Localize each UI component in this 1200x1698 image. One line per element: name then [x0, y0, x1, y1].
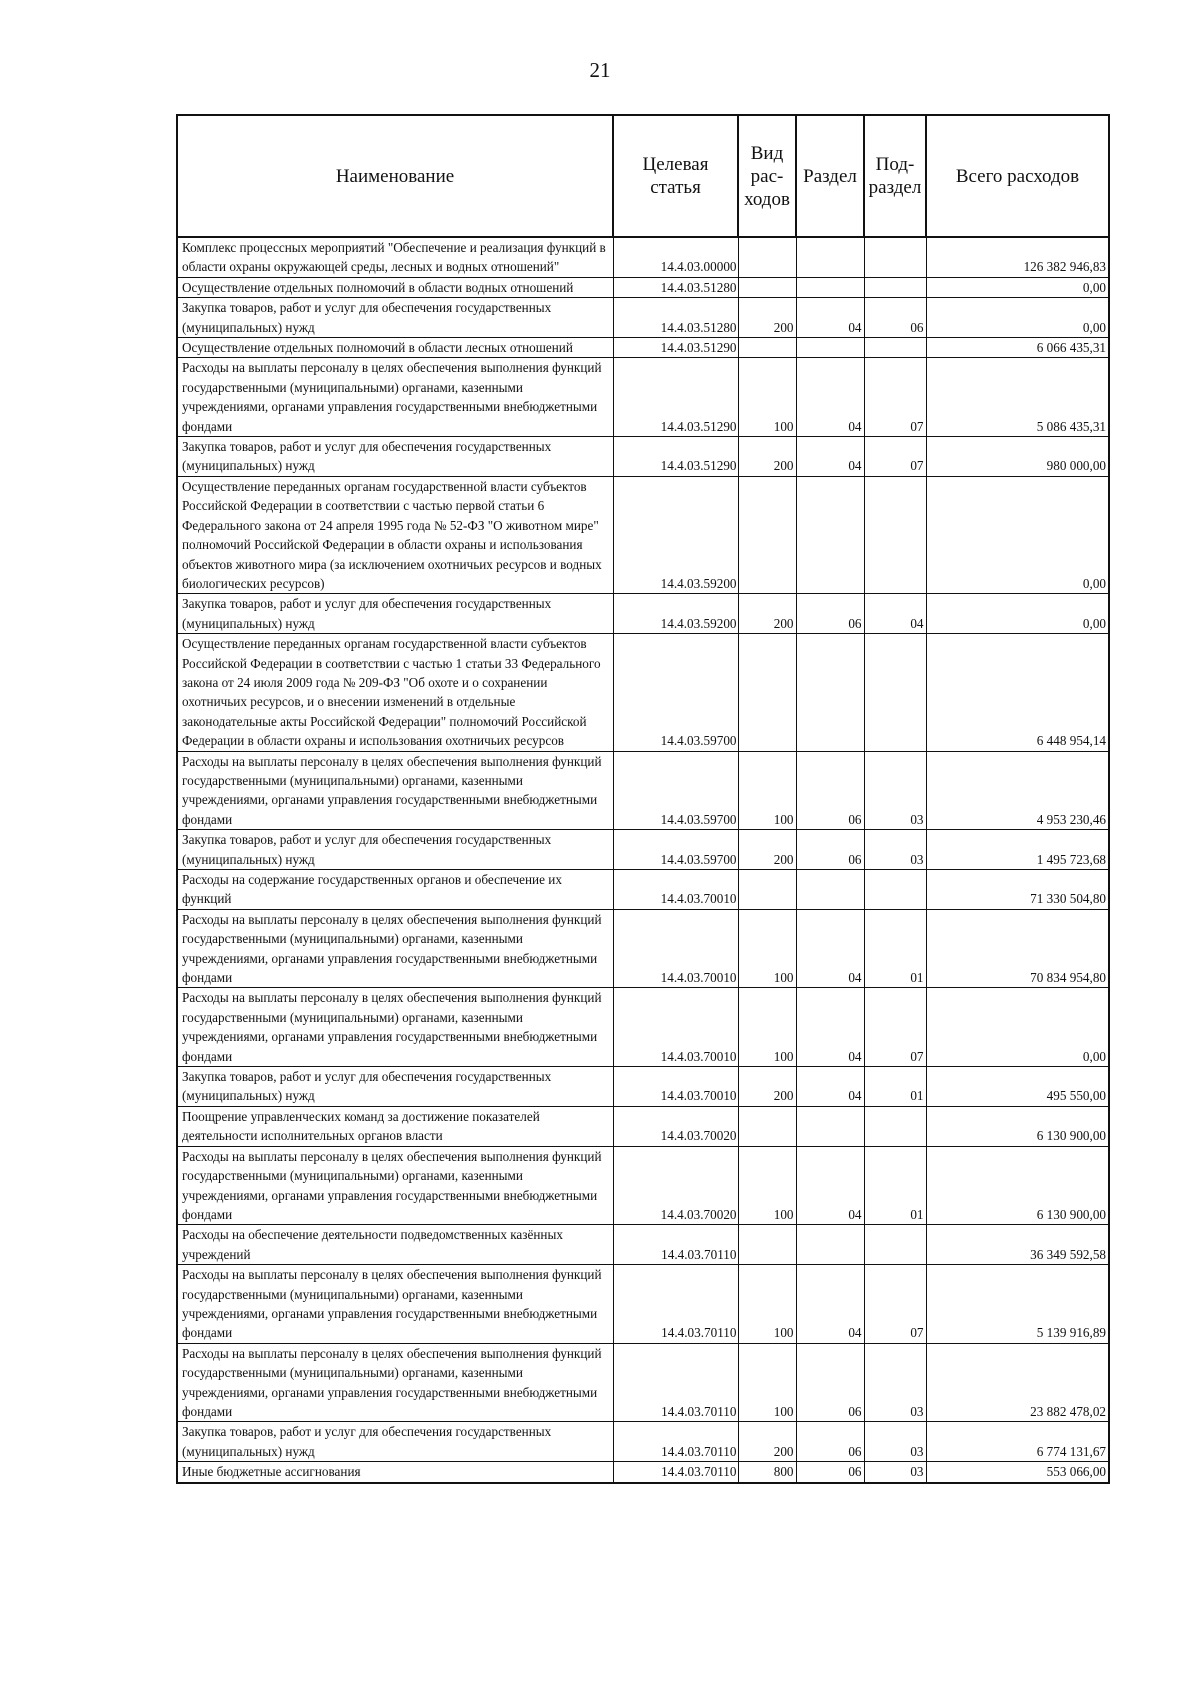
cell-total: 71 330 504,80: [926, 870, 1109, 910]
cell-total: 0,00: [926, 988, 1109, 1067]
cell-total: 70 834 954,80: [926, 909, 1109, 988]
page-number: 21: [589, 58, 611, 82]
table-row: [177, 476, 1109, 593]
cell-razdel: [796, 277, 864, 297]
header-razdel: Раздел: [796, 115, 864, 237]
table-row: [177, 358, 1109, 437]
cell-name: Расходы на выплаты персоналу в целях обеспечения выполнения функций государственными (муниципальными) органами, казенными учреждениями, органами управления государственными внебюджетными фондами: [177, 1343, 613, 1422]
cell-target: 14.4.03.70110: [613, 1225, 738, 1265]
cell-total: 23 882 478,02: [926, 1343, 1109, 1422]
cell-razdel: 04: [796, 1067, 864, 1107]
cell-razdel: [796, 338, 864, 358]
cell-name: Расходы на обеспечение деятельности подведомственных казённых учреждений: [177, 1225, 613, 1265]
cell-vid: 100: [738, 988, 796, 1067]
cell-name: Осуществление переданных органам государственной власти субъектов Российской Федерации в соответствии с частью первой статьи 6 Федерального закона от 24 апреля 1995 года № 52-ФЗ "О животном мире" полномочий Российской Федерации в области охраны и использования объектов животного мира (за исключением охотничьих ресурсов и водных биологических ресурсов): [177, 476, 613, 593]
cell-target: 14.4.03.70010: [613, 1067, 738, 1107]
cell-vid: 200: [738, 1067, 796, 1107]
cell-target: 14.4.03.00000: [613, 237, 738, 277]
cell-podrazdel: 07: [864, 988, 926, 1067]
cell-total: 1 495 723,68: [926, 830, 1109, 870]
cell-vid: 200: [738, 594, 796, 634]
cell-target: 14.4.03.70020: [613, 1106, 738, 1146]
cell-total: 0,00: [926, 277, 1109, 297]
cell-vid: [738, 1106, 796, 1146]
cell-target: 14.4.03.51290: [613, 358, 738, 437]
cell-podrazdel: [864, 476, 926, 593]
cell-target: 14.4.03.70010: [613, 870, 738, 910]
header-podrazdel: Под-раздел: [864, 115, 926, 237]
cell-name: Закупка товаров, работ и услуг для обеспечения государственных (муниципальных) нужд: [177, 1422, 613, 1462]
cell-name: Закупка товаров, работ и услуг для обеспечения государственных (муниципальных) нужд: [177, 594, 613, 634]
cell-podrazdel: [864, 634, 926, 751]
cell-razdel: 06: [796, 751, 864, 830]
table-row: [177, 830, 1109, 870]
cell-podrazdel: 01: [864, 1146, 926, 1225]
cell-razdel: [796, 476, 864, 593]
cell-total: 5 139 916,89: [926, 1265, 1109, 1344]
cell-total: 36 349 592,58: [926, 1225, 1109, 1265]
cell-razdel: 06: [796, 1343, 864, 1422]
cell-vid: [738, 1225, 796, 1265]
cell-podrazdel: [864, 277, 926, 297]
cell-vid: 100: [738, 1146, 796, 1225]
cell-name: Расходы на выплаты персоналу в целях обеспечения выполнения функций государственными (муниципальными) органами, казенными учреждениями, органами управления государственными внебюджетными фондами: [177, 1146, 613, 1225]
cell-razdel: [796, 870, 864, 910]
cell-vid: [738, 870, 796, 910]
cell-target: 14.4.03.70020: [613, 1146, 738, 1225]
cell-target: 14.4.03.59700: [613, 751, 738, 830]
cell-razdel: 04: [796, 909, 864, 988]
table-row: [177, 237, 1109, 277]
cell-vid: 100: [738, 1343, 796, 1422]
cell-podrazdel: [864, 237, 926, 277]
cell-total: 6 130 900,00: [926, 1106, 1109, 1146]
header-target: Целевая статья: [613, 115, 738, 237]
cell-razdel: 04: [796, 1265, 864, 1344]
cell-total: 6 130 900,00: [926, 1146, 1109, 1225]
cell-name: Расходы на выплаты персоналу в целях обеспечения выполнения функций государственными (муниципальными) органами, казенными учреждениями, органами управления государственными внебюджетными фондами: [177, 1265, 613, 1344]
cell-podrazdel: 03: [864, 830, 926, 870]
cell-name: Осуществление переданных органам государственной власти субъектов Российской Федерации в соответствии с частью 1 статьи 33 Федерального закона от 24 июля 2009 года № 209-ФЗ "Об охоте и о сохранении охотничьих ресурсов, и о внесении изменений в отдельные законодательные акты Российской Федерации" полномочий Российской Федерации в области охраны и использования охотничьих ресурсов: [177, 634, 613, 751]
table-row: [177, 870, 1109, 910]
cell-name: Расходы на содержание государственных органов и обеспечение их функций: [177, 870, 613, 910]
cell-podrazdel: [864, 1225, 926, 1265]
cell-total: 0,00: [926, 476, 1109, 593]
table-row: [177, 1146, 1109, 1225]
cell-razdel: 04: [796, 988, 864, 1067]
cell-target: 14.4.03.59700: [613, 830, 738, 870]
table-row: [177, 298, 1109, 338]
cell-target: 14.4.03.51290: [613, 338, 738, 358]
header-name: Наименование: [177, 115, 613, 237]
table-row: [177, 1462, 1109, 1483]
cell-name: Иные бюджетные ассигнования: [177, 1462, 613, 1483]
cell-vid: 200: [738, 298, 796, 338]
cell-razdel: [796, 1225, 864, 1265]
cell-razdel: 06: [796, 1422, 864, 1462]
cell-total: 6 066 435,31: [926, 338, 1109, 358]
cell-podrazdel: [864, 1106, 926, 1146]
cell-target: 14.4.03.70010: [613, 909, 738, 988]
cell-target: 14.4.03.70110: [613, 1265, 738, 1344]
table-row: [177, 1265, 1109, 1344]
cell-name: Расходы на выплаты персоналу в целях обеспечения выполнения функций государственными (муниципальными) органами, казенными учреждениями, органами управления государственными внебюджетными фондами: [177, 909, 613, 988]
cell-razdel: 04: [796, 298, 864, 338]
cell-razdel: 04: [796, 358, 864, 437]
cell-total: 0,00: [926, 594, 1109, 634]
cell-podrazdel: 03: [864, 751, 926, 830]
table-row: [177, 1422, 1109, 1462]
cell-total: 4 953 230,46: [926, 751, 1109, 830]
cell-target: 14.4.03.59700: [613, 634, 738, 751]
cell-podrazdel: 07: [864, 1265, 926, 1344]
cell-vid: 100: [738, 358, 796, 437]
cell-razdel: 06: [796, 830, 864, 870]
cell-name: Закупка товаров, работ и услуг для обеспечения государственных (муниципальных) нужд: [177, 830, 613, 870]
table-row: [177, 751, 1109, 830]
cell-vid: 200: [738, 437, 796, 477]
cell-podrazdel: 03: [864, 1462, 926, 1483]
cell-name: Расходы на выплаты персоналу в целях обеспечения выполнения функций государственными (муниципальными) органами, казенными учреждениями, органами управления государственными внебюджетными фондами: [177, 358, 613, 437]
cell-target: 14.4.03.51280: [613, 298, 738, 338]
table-row: [177, 1106, 1109, 1146]
cell-vid: 100: [738, 751, 796, 830]
cell-razdel: [796, 237, 864, 277]
cell-podrazdel: [864, 870, 926, 910]
table-row: [177, 338, 1109, 358]
cell-name: Поощрение управленческих команд за достижение показателей деятельности исполнительных органов власти: [177, 1106, 613, 1146]
table-row: [177, 1067, 1109, 1107]
cell-vid: 200: [738, 830, 796, 870]
cell-name: Осуществление отдельных полномочий в области лесных отношений: [177, 338, 613, 358]
budget-table: [176, 114, 1110, 1484]
cell-podrazdel: 07: [864, 437, 926, 477]
cell-target: 14.4.03.59200: [613, 594, 738, 634]
cell-target: 14.4.03.70110: [613, 1462, 738, 1483]
cell-podrazdel: 04: [864, 594, 926, 634]
table-row: [177, 1343, 1109, 1422]
cell-podrazdel: 01: [864, 909, 926, 988]
table-header-row: [177, 115, 1109, 237]
cell-name: Осуществление отдельных полномочий в области водных отношений: [177, 277, 613, 297]
cell-name: Закупка товаров, работ и услуг для обеспечения государственных (муниципальных) нужд: [177, 1067, 613, 1107]
table-row: [177, 1225, 1109, 1265]
cell-total: 0,00: [926, 298, 1109, 338]
cell-vid: 800: [738, 1462, 796, 1483]
cell-podrazdel: 03: [864, 1422, 926, 1462]
cell-podrazdel: 01: [864, 1067, 926, 1107]
cell-target: 14.4.03.70110: [613, 1422, 738, 1462]
cell-total: 5 086 435,31: [926, 358, 1109, 437]
cell-razdel: [796, 1106, 864, 1146]
header-total: Всего расходов: [926, 115, 1109, 237]
cell-target: 14.4.03.70110: [613, 1343, 738, 1422]
cell-podrazdel: 03: [864, 1343, 926, 1422]
cell-total: 126 382 946,83: [926, 237, 1109, 277]
cell-podrazdel: 07: [864, 358, 926, 437]
table-row: [177, 909, 1109, 988]
cell-total: 6 774 131,67: [926, 1422, 1109, 1462]
table-row: [177, 277, 1109, 297]
cell-razdel: 04: [796, 437, 864, 477]
cell-vid: [738, 634, 796, 751]
cell-name: Комплекс процессных мероприятий "Обеспечение и реализация функций в области охраны окружающей среды, лесных и водных отношений": [177, 237, 613, 277]
cell-vid: [738, 476, 796, 593]
cell-razdel: 06: [796, 594, 864, 634]
table-row: [177, 594, 1109, 634]
cell-razdel: 06: [796, 1462, 864, 1483]
cell-vid: [738, 338, 796, 358]
cell-vid: 200: [738, 1422, 796, 1462]
cell-vid: 100: [738, 1265, 796, 1344]
cell-target: 14.4.03.59200: [613, 476, 738, 593]
table-row: [177, 988, 1109, 1067]
cell-podrazdel: 06: [864, 298, 926, 338]
cell-vid: [738, 277, 796, 297]
cell-target: 14.4.03.51280: [613, 277, 738, 297]
table-row: [177, 437, 1109, 477]
cell-total: 553 066,00: [926, 1462, 1109, 1483]
cell-podrazdel: [864, 338, 926, 358]
cell-total: 495 550,00: [926, 1067, 1109, 1107]
cell-total: 6 448 954,14: [926, 634, 1109, 751]
cell-razdel: [796, 634, 864, 751]
cell-target: 14.4.03.51290: [613, 437, 738, 477]
cell-vid: [738, 237, 796, 277]
cell-total: 980 000,00: [926, 437, 1109, 477]
cell-name: Закупка товаров, работ и услуг для обеспечения государственных (муниципальных) нужд: [177, 298, 613, 338]
cell-name: Расходы на выплаты персоналу в целях обеспечения выполнения функций государственными (муниципальными) органами, казенными учреждениями, органами управления государственными внебюджетными фондами: [177, 988, 613, 1067]
cell-name: Закупка товаров, работ и услуг для обеспечения государственных (муниципальных) нужд: [177, 437, 613, 477]
cell-vid: 100: [738, 909, 796, 988]
header-vid: Вид рас-ходов: [738, 115, 796, 237]
cell-razdel: 04: [796, 1146, 864, 1225]
table-row: [177, 634, 1109, 751]
cell-target: 14.4.03.70010: [613, 988, 738, 1067]
cell-name: Расходы на выплаты персоналу в целях обеспечения выполнения функций государственными (муниципальными) органами, казенными учреждениями, органами управления государственными внебюджетными фондами: [177, 751, 613, 830]
